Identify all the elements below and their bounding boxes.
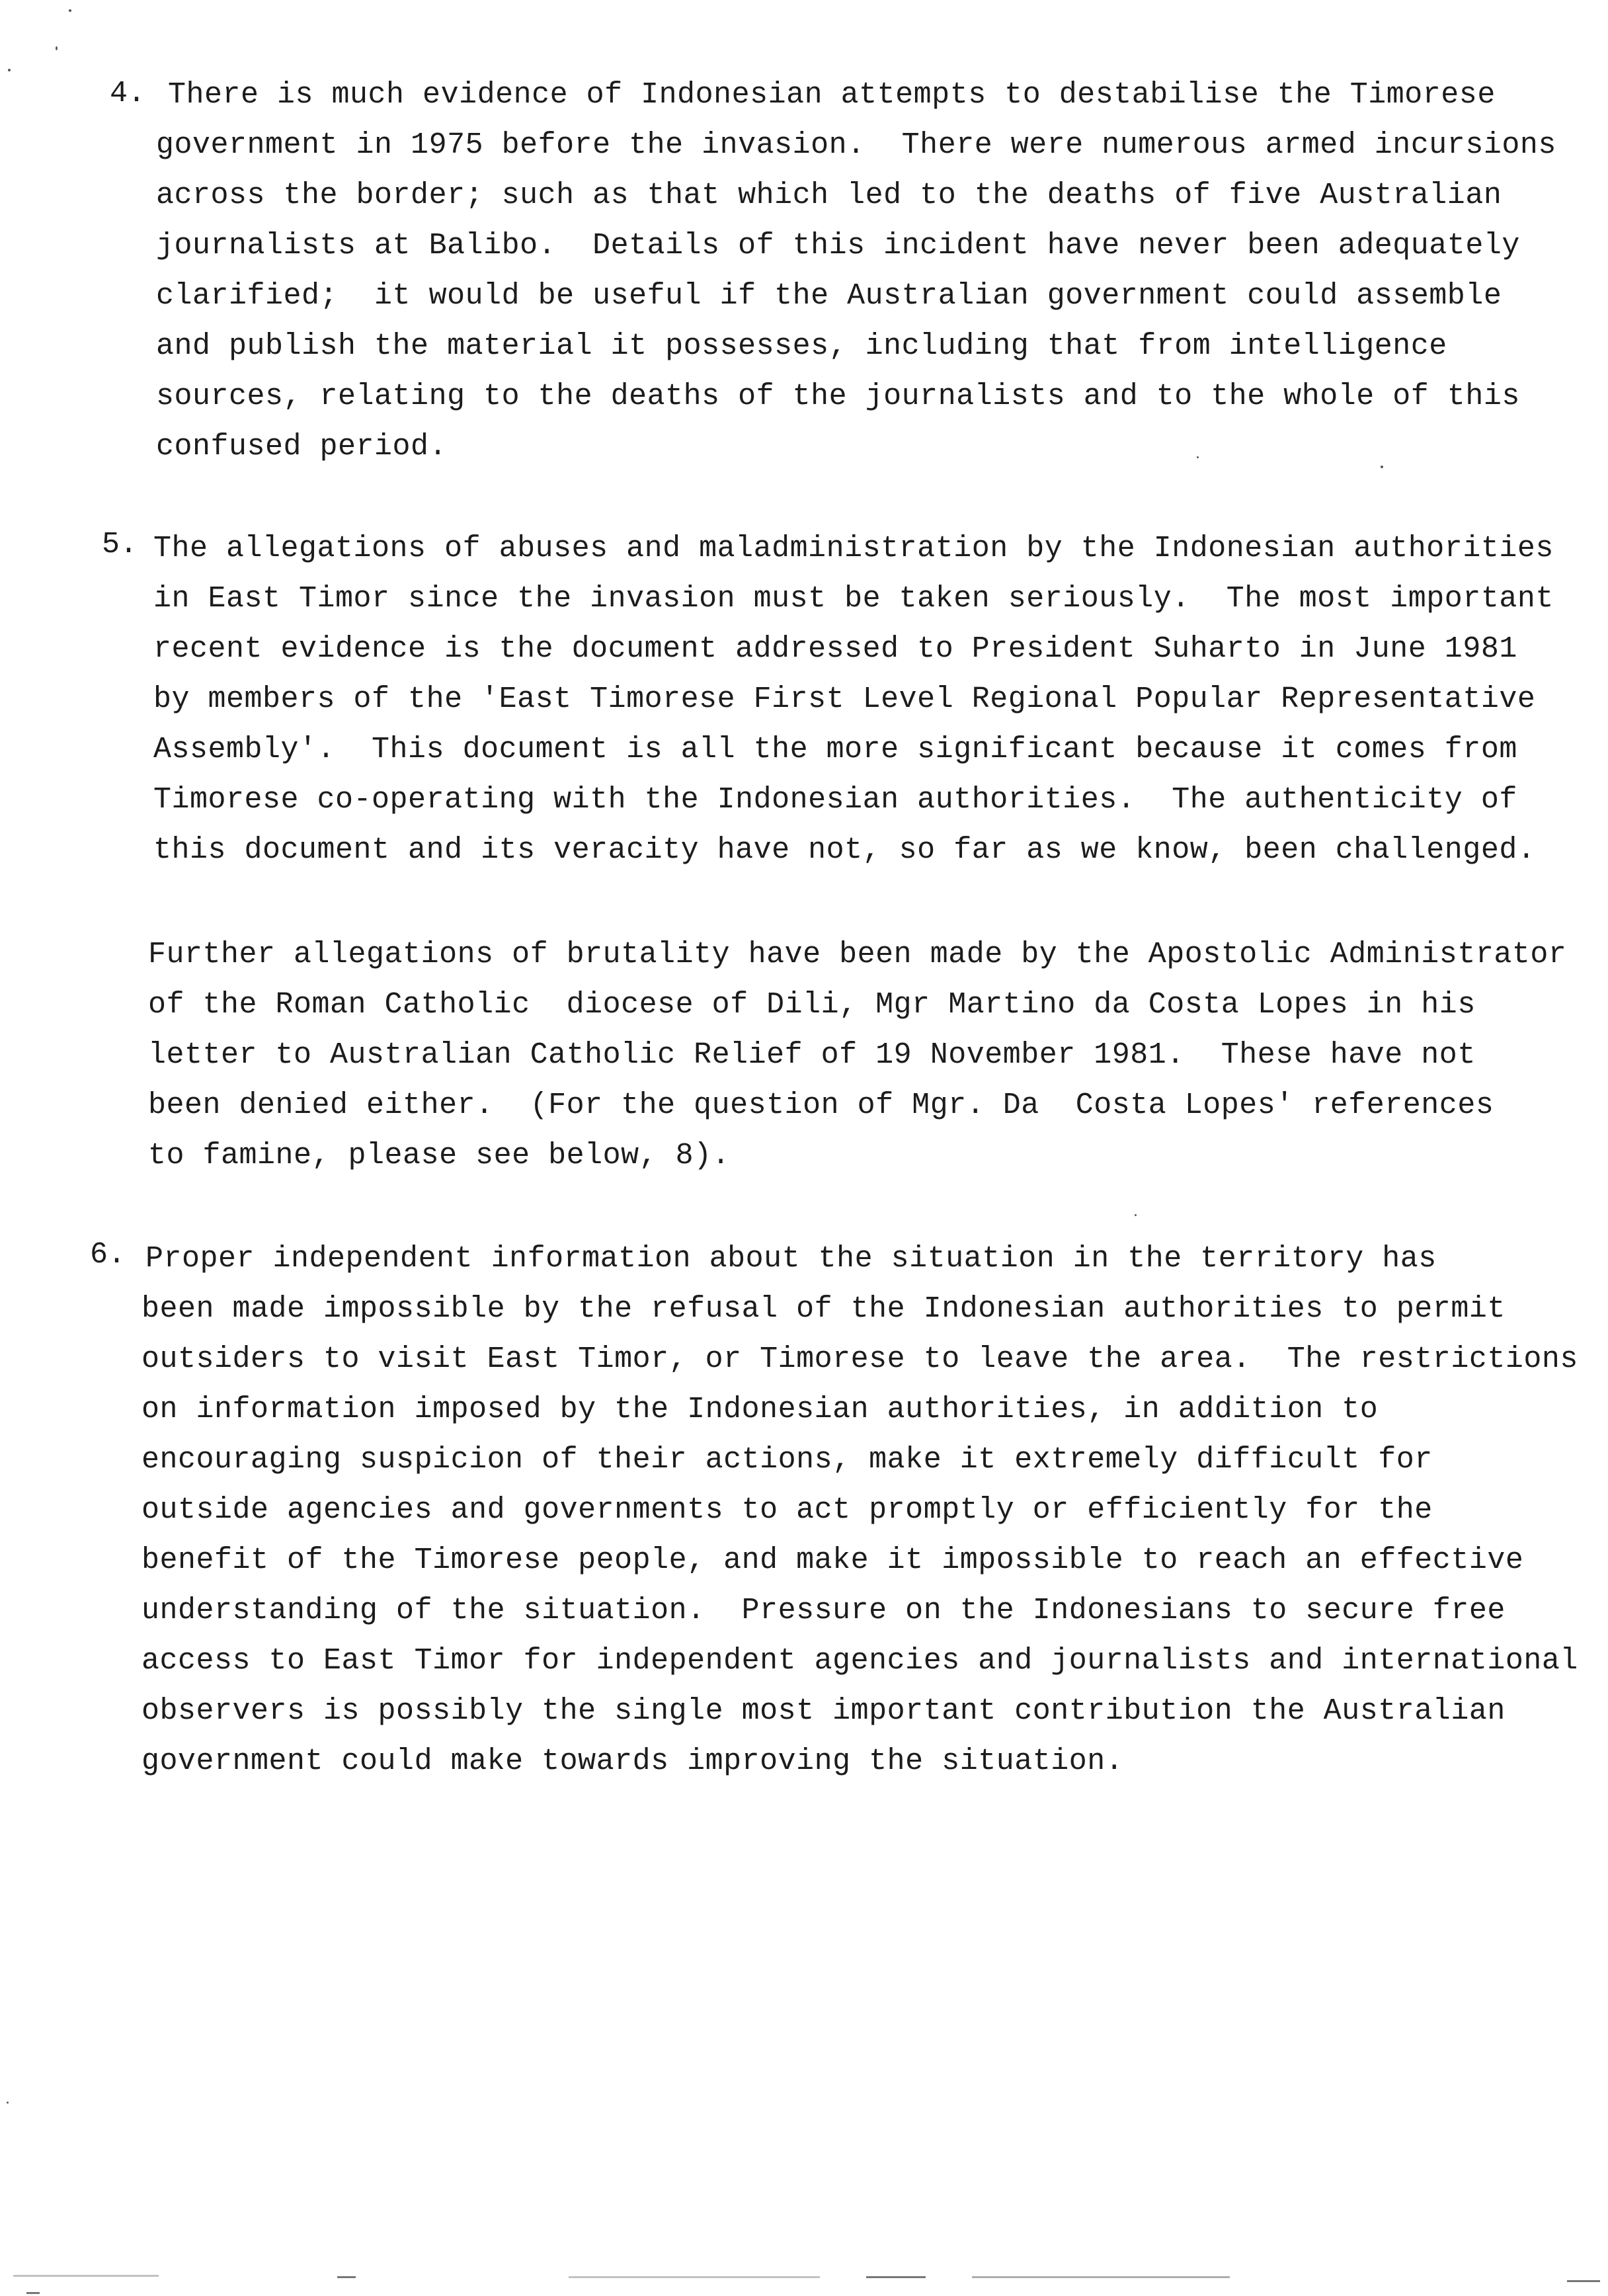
scan-speck — [56, 46, 58, 50]
text-line: Further allegations of brutality have been made by the Apostolic Administrator — [148, 938, 1567, 971]
text-line: access to East Timor for independent agencies and journalists and international — [141, 1644, 1578, 1678]
text-line: The allegations of abuses and maladministration by the Indonesian authorities — [153, 532, 1554, 565]
scan-speck — [1197, 456, 1199, 458]
scan-edge-mark — [26, 2292, 40, 2294]
text-line: benefit of the Timorese people, and make it impossible to reach an effective — [141, 1543, 1524, 1577]
text-line: by members of the 'East Timorese First Level Regional Popular Representative — [153, 682, 1536, 716]
scan-edge-mark — [569, 2276, 820, 2278]
text-line: clarified; it would be useful if the Australian government could assemble — [156, 279, 1502, 313]
paragraph-number: 6. — [90, 1238, 126, 1272]
text-line: in East Timor since the invasion must be taken seriously. The most important — [153, 582, 1554, 616]
text-line: government in 1975 before the invasion. There were numerous armed incursions — [156, 128, 1556, 162]
text-line: outside agencies and governments to act promptly or efficiently for the — [141, 1493, 1433, 1527]
text-line: observers is possibly the single most important contribution the Australian — [141, 1694, 1506, 1728]
scan-edge-mark — [13, 2275, 159, 2277]
text-line: on information imposed by the Indonesian authorities, in addition to — [141, 1393, 1379, 1426]
text-line: sources, relating to the deaths of the journalists and to the whole of this — [156, 380, 1520, 413]
text-line: Timorese co-operating with the Indonesian authorities. The authenticity of — [153, 783, 1517, 817]
text-line: and publish the material it possesses, including that from intelligence — [156, 329, 1447, 363]
text-line: of the Roman Catholic diocese of Dili, Mgr Martino da Costa Lopes in his — [148, 988, 1476, 1022]
scan-speck — [69, 9, 71, 12]
scan-speck — [8, 69, 11, 71]
scan-speck — [1381, 466, 1383, 468]
scan-speck — [7, 2102, 9, 2104]
scan-edge-mark — [1567, 2280, 1600, 2282]
text-line: confused period. — [156, 430, 448, 464]
text-line: been made impossible by the refusal of the Indonesian authorities to permit — [141, 1292, 1506, 1326]
scan-edge-mark — [972, 2276, 1230, 2278]
scan-edge-mark — [337, 2276, 356, 2278]
text-line: Proper independent information about the situation in the territory has — [145, 1242, 1437, 1276]
text-line: Assembly'. This document is all the more significant because it comes from — [153, 733, 1517, 766]
text-line: There is much evidence of Indonesian attempts to destabilise the Timorese — [168, 78, 1496, 112]
text-line: outsiders to visit East Timor, or Timorese to leave the area. The restrictions — [141, 1342, 1578, 1376]
text-line: been denied either. (For the question of Mgr. Da Costa Lopes' references — [148, 1088, 1494, 1122]
paragraph-number: 5. — [102, 528, 138, 561]
paragraph-number: 4. — [110, 77, 146, 110]
text-line: this document and its veracity have not, so far as we know, been challenged. — [153, 833, 1536, 867]
text-line: recent evidence is the document addressed to President Suharto in June 1981 — [153, 632, 1517, 666]
text-line: understanding of the situation. Pressure on the Indonesians to secure free — [141, 1594, 1506, 1627]
text-line: encouraging suspicion of their actions, make it extremely difficult for — [141, 1443, 1433, 1477]
text-line: across the border; such as that which led to the deaths of five Australian — [156, 179, 1502, 212]
text-line: to famine, please see below, 8). — [148, 1139, 731, 1172]
text-line: government could make towards improving the situation. — [141, 1744, 1124, 1778]
scan-speck — [1135, 1214, 1137, 1216]
text-line: letter to Australian Catholic Relief of 19 November 1981. These have not — [148, 1038, 1476, 1072]
scan-edge-mark — [866, 2276, 926, 2278]
text-line: journalists at Balibo. Details of this incident have never been adequately — [156, 229, 1520, 263]
